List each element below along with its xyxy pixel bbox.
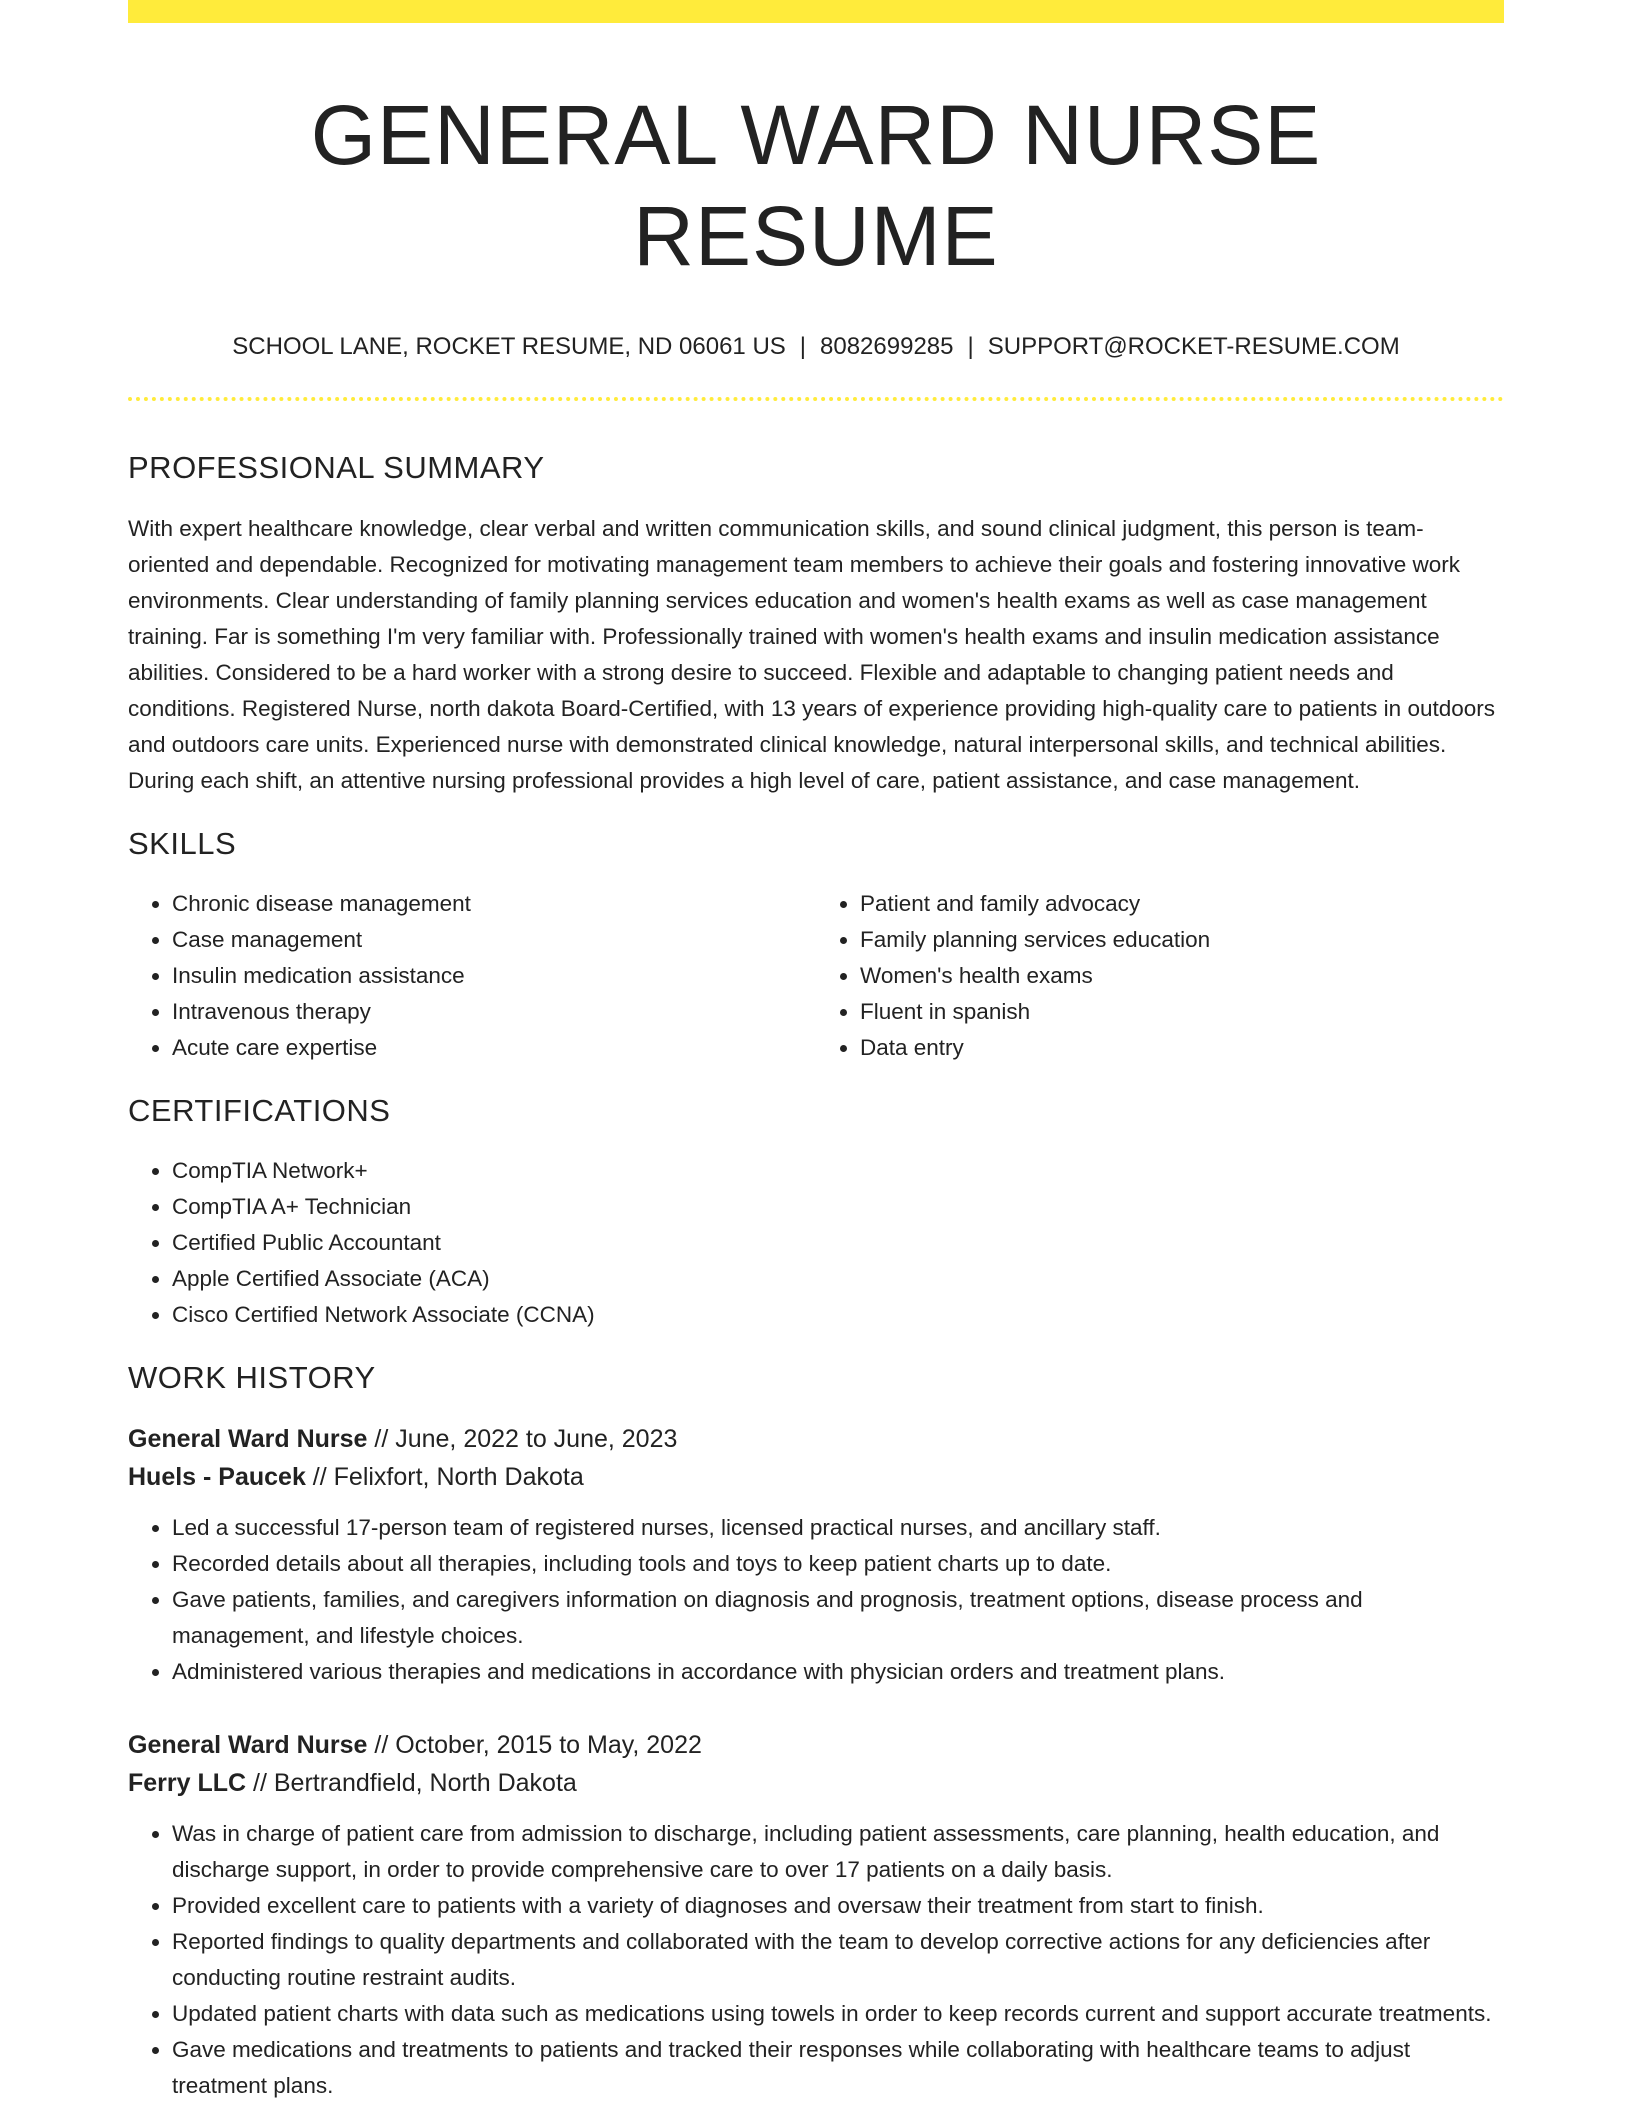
top-accent-bar [128, 0, 1504, 23]
certifications-block [128, 1153, 1504, 1333]
skill-item: • Women's health exams [860, 958, 1504, 994]
job-dates: // June, 2022 to June, 2023 [367, 1425, 678, 1454]
skill-item: • Fluent in spanish [860, 994, 1504, 1030]
job-company: Ferry LLC [128, 1769, 247, 1798]
work-history-heading: WORK HISTORY [128, 1359, 376, 1395]
job-bullets [128, 1816, 1504, 2104]
job-bullet: • Gave medications and treatments to patients and tracked their responses while collaborating with healthcare teams to adjust treatment plans. [172, 2032, 1504, 2104]
job-company: Huels - Paucek [128, 1463, 306, 1492]
job-title: General Ward Nurse [128, 1425, 368, 1454]
contact-address: SCHOOL LANE, ROCKET RESUME, ND 06061 US [232, 332, 786, 360]
certification-item: • Apple Certified Associate (ACA) [172, 1261, 1504, 1297]
job-title-line [128, 1726, 1504, 1764]
job-bullet: • Administered various therapies and medications in accordance with physician orders and treatment plans. [172, 1654, 1504, 1690]
skills-column-right [816, 886, 1504, 1066]
dotted-divider [128, 397, 1504, 401]
skills-list-right [816, 886, 1504, 1066]
skill-item: • Patient and family advocacy [860, 886, 1504, 922]
job-title-line [128, 1420, 1504, 1458]
job-location: // Bertrandfield, North Dakota [246, 1769, 577, 1798]
skill-item: • Chronic disease management [172, 886, 816, 922]
job-bullet: • Recorded details about all therapies, including tools and toys to keep patient charts up to date. [172, 1546, 1504, 1582]
job-bullet: • Was in charge of patient care from admission to discharge, including patient assessments, care planning, health education, and discharge support, in order to provide comprehensive care to over 17 patients on a daily basis. [172, 1816, 1504, 1888]
certification-item: • Certified Public Accountant [172, 1225, 1504, 1261]
summary-heading: PROFESSIONAL SUMMARY [128, 450, 545, 486]
resume-content [128, 23, 1504, 2104]
skill-item: • Family planning services education [860, 922, 1504, 958]
job-company-line [128, 1458, 1504, 1496]
job-bullet: • Updated patient charts with data such as medications using towels in order to keep records current and support accurate treatments. [172, 1996, 1504, 2032]
job-bullet: • Reported findings to quality departments and collaborated with the team to develop corrective actions for any deficiencies after conducting routine restraint audits. [172, 1924, 1504, 1996]
job-bullet: • Provided excellent care to patients with a variety of diagnoses and oversaw their treatment from start to finish. [172, 1888, 1504, 1924]
contact-phone: 8082699285 [820, 332, 954, 360]
skill-item: • Insulin medication assistance [172, 958, 816, 994]
job-bullet: • Led a successful 17-person team of registered nurses, licensed practical nurses, and ancillary staff. [172, 1510, 1504, 1546]
skills-heading: SKILLS [128, 825, 237, 861]
skills-list-left [128, 886, 816, 1066]
contact-separator: | [799, 332, 807, 360]
certification-item: • CompTIA A+ Technician [172, 1189, 1504, 1225]
contact-email: SUPPORT@ROCKET-RESUME.COM [987, 332, 1400, 360]
summary-text: With expert healthcare knowledge, clear verbal and written communication skills, and sound clinical judgment, this person is team-oriented and dependable. Recognized for motivating management team members to achieve their goals and fostering innovative work environments. Clear understanding of family planning services education and women's health exams as well as case management training. Far is something I'm very familiar with. Professionally trained with women's health exams and insulin medication assistance abilities. Considered to be a hard worker with a strong desire to succeed. Flexible and adaptable to changing patient needs and conditions. Registered Nurse, north dakota Board-Certified, with 13 years of experience providing high-quality care to patients in outdoors and outdoors care units. Experienced nurse with demonstrated clinical knowledge, natural interpersonal skills, and technical abilities. During each shift, an attentive nursing professional provides a high level of care, patient assistance, and case management. [128, 515, 1496, 793]
job-entry [128, 1726, 1504, 2104]
skill-item: • Acute care expertise [172, 1030, 816, 1066]
skill-item: • Intravenous therapy [172, 994, 816, 1030]
resume-title: GENERAL WARD NURSE RESUME [310, 88, 1322, 283]
contact-line [128, 333, 1504, 362]
job-company-line [128, 1764, 1504, 1802]
contact-separator: | [967, 332, 974, 360]
skill-item: • Data entry [860, 1030, 1504, 1066]
job-title: General Ward Nurse [128, 1731, 368, 1760]
job-entry [128, 1420, 1504, 1690]
certifications-list [128, 1153, 1504, 1333]
skills-column-left [128, 886, 816, 1066]
job-bullets [128, 1510, 1504, 1690]
certification-item: • Cisco Certified Network Associate (CCNA) [172, 1297, 1504, 1333]
job-bullet: • Gave patients, families, and caregivers information on diagnosis and prognosis, treatment options, disease process and management, and lifestyle choices. [172, 1582, 1504, 1654]
job-location: // Felixfort, North Dakota [305, 1463, 584, 1492]
skill-item: • Case management [172, 922, 816, 958]
certifications-heading: CERTIFICATIONS [128, 1092, 391, 1128]
certification-item: • CompTIA Network+ [172, 1153, 1504, 1189]
job-dates: // October, 2015 to May, 2022 [367, 1731, 702, 1760]
skills-grid [128, 886, 1504, 1066]
